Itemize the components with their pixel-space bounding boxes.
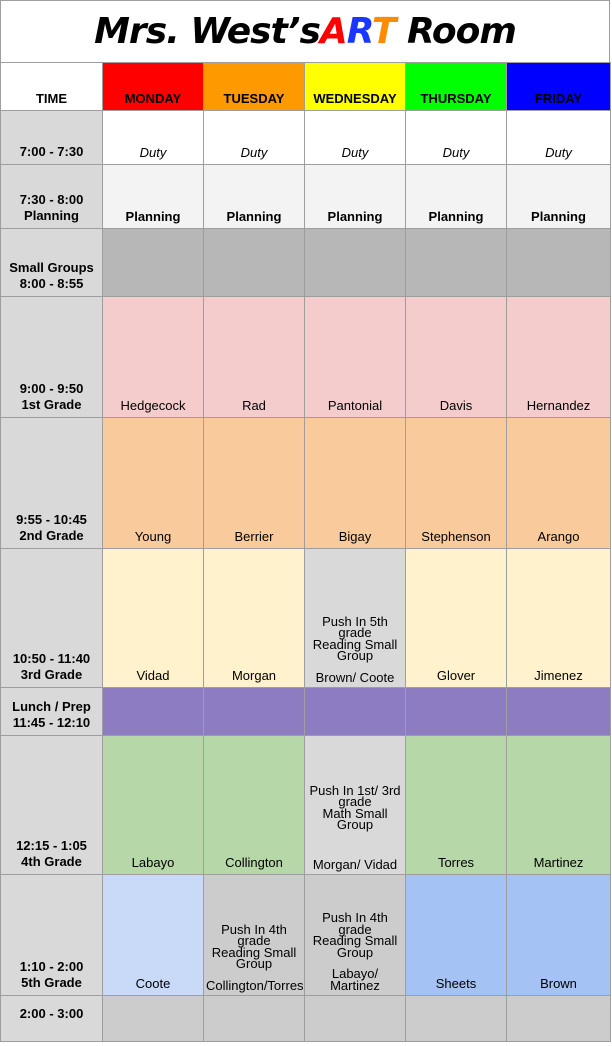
time-label: Small Groups (9, 260, 94, 275)
cell-teacher: Young (103, 418, 204, 549)
cell-planning: Planning (305, 165, 406, 229)
row-lunch (1, 688, 611, 736)
push-title: Push In 4th grade (322, 910, 388, 937)
time-label: Lunch / Prep (12, 699, 91, 714)
cell-planning: Planning (406, 165, 507, 229)
cell-teacher: Stephenson (406, 418, 507, 549)
cell-teacher: Labayo (103, 736, 204, 875)
row-5th-grade (1, 875, 611, 996)
cell-empty (406, 996, 507, 1042)
cell-small-group (103, 229, 204, 297)
time-sublabel: 5th Grade (21, 975, 82, 990)
push-teachers: Brown/ Coote (315, 669, 395, 685)
cell-teacher: Jimenez (507, 549, 611, 688)
cell-teacher: Martinez (507, 736, 611, 875)
row-2nd-grade (1, 418, 611, 549)
time-sublabel: 4th Grade (21, 854, 82, 869)
cell-lunch (305, 688, 406, 736)
cell-teacher: Rad (204, 297, 305, 418)
time-cell (1, 111, 103, 165)
time-cell (1, 418, 103, 549)
row-4th-grade (1, 736, 611, 875)
push-group: Reading Small Group (211, 944, 297, 971)
time-label: 1:10 - 2:00 (19, 959, 84, 974)
time-sublabel: 3rd Grade (20, 667, 83, 682)
header-time: TIME (1, 63, 103, 111)
cell-teacher: Coote (103, 875, 204, 996)
time-cell (1, 688, 103, 736)
time-label: 12:15 - 1:05 (16, 838, 87, 853)
header-thursday: THURSDAY (406, 63, 507, 111)
push-group: Reading Small Group (312, 636, 398, 663)
cell-empty (305, 996, 406, 1042)
cell-teacher: Davis (406, 297, 507, 418)
time-sublabel: 2nd Grade (19, 528, 84, 543)
time-label: 2:00 - 3:00 (19, 1005, 84, 1021)
cell-small-group (305, 229, 406, 297)
cell-planning: Planning (204, 165, 305, 229)
title-prefix: Mrs. West’s (94, 11, 320, 52)
cell-teacher: Collington (204, 736, 305, 875)
cell-teacher: Pantonial (305, 297, 406, 418)
time-cell (1, 229, 103, 297)
cell-push-in (204, 875, 305, 996)
cell-teacher: Arango (507, 418, 611, 549)
cell-duty: Duty (305, 111, 406, 165)
time-sublabel: 11:45 - 12:10 (12, 715, 91, 730)
row-end-of-day (1, 996, 611, 1042)
cell-empty (204, 996, 305, 1042)
cell-small-group (507, 229, 611, 297)
cell-duty: Duty (103, 111, 204, 165)
cell-teacher: Hernandez (507, 297, 611, 418)
time-label: 7:00 - 7:30 (19, 144, 84, 159)
time-sublabel: 8:00 - 8:55 (19, 276, 84, 291)
title-art-letter-r: R (346, 11, 372, 52)
cell-lunch (406, 688, 507, 736)
push-group: Math Small Group (322, 805, 388, 832)
cell-lunch (204, 688, 305, 736)
time-label: 9:55 - 10:45 (16, 512, 87, 527)
cell-teacher: Hedgecock (103, 297, 204, 418)
time-label: 9:00 - 9:50 (19, 381, 84, 396)
title-suffix: Room (395, 11, 516, 52)
cell-empty (103, 996, 204, 1042)
push-group: Reading Small Group (312, 933, 398, 960)
push-title: Push In 1st/ 3rd grade (309, 782, 401, 809)
title-art-letter-a: A (319, 11, 347, 52)
row-1st-grade (1, 297, 611, 418)
cell-teacher: Glover (406, 549, 507, 688)
time-cell (1, 736, 103, 875)
push-teachers: Labayo/ Martinez (330, 966, 380, 993)
time-cell (1, 297, 103, 418)
time-cell (1, 165, 103, 229)
schedule-table (0, 62, 611, 1042)
row-3rd-grade (1, 549, 611, 688)
push-title: Push In 4th grade (221, 921, 287, 948)
time-cell (1, 875, 103, 996)
title-art (320, 11, 396, 52)
push-teachers: Morgan/ Vidad (312, 856, 398, 872)
time-cell (1, 996, 103, 1042)
header-row (1, 63, 611, 111)
header-friday: FRIDAY (507, 63, 611, 111)
cell-lunch (103, 688, 204, 736)
push-title: Push In 5th grade (322, 613, 388, 640)
cell-push-in (305, 549, 406, 688)
cell-teacher: Brown (507, 875, 611, 996)
cell-small-group (406, 229, 507, 297)
cell-planning: Planning (507, 165, 611, 229)
header-monday: MONDAY (103, 63, 204, 111)
cell-teacher: Sheets (406, 875, 507, 996)
header-wednesday: WEDNESDAY (305, 63, 406, 111)
cell-planning: Planning (103, 165, 204, 229)
cell-teacher: Vidad (103, 549, 204, 688)
cell-duty: Duty (507, 111, 611, 165)
time-sublabel: 1st Grade (21, 397, 82, 412)
time-cell (1, 549, 103, 688)
page-title (0, 0, 610, 62)
cell-lunch (507, 688, 611, 736)
cell-empty (507, 996, 611, 1042)
header-tuesday: TUESDAY (204, 63, 305, 111)
row-duty (1, 111, 611, 165)
cell-push-in (305, 736, 406, 875)
title-art-letter-t: T (371, 11, 396, 52)
time-label: 10:50 - 11:40 (12, 651, 91, 666)
cell-small-group (204, 229, 305, 297)
time-sublabel: Planning (24, 208, 79, 223)
time-label: 7:30 - 8:00 (19, 192, 84, 207)
cell-push-in (305, 875, 406, 996)
cell-duty: Duty (406, 111, 507, 165)
push-teachers: Collington/Torres (206, 977, 304, 993)
cell-teacher: Berrier (204, 418, 305, 549)
cell-teacher: Torres (406, 736, 507, 875)
row-small-groups (1, 229, 611, 297)
cell-duty: Duty (204, 111, 305, 165)
cell-teacher: Bigay (305, 418, 406, 549)
cell-teacher: Morgan (204, 549, 305, 688)
row-planning (1, 165, 611, 229)
